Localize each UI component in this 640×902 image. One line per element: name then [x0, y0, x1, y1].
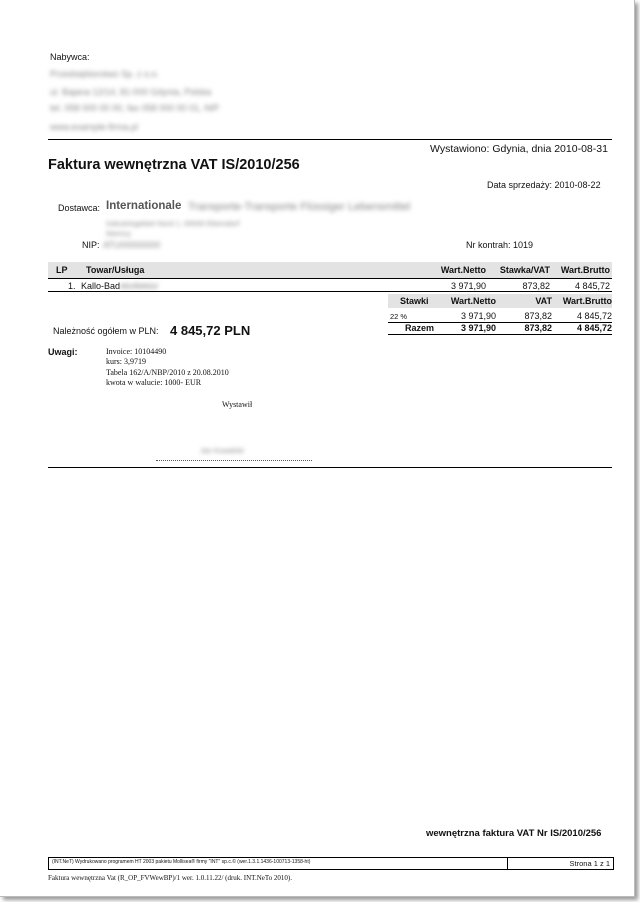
- buyer-name: Przedsiębiorstwo Sp. z o.o.: [50, 69, 160, 79]
- summary-rate: 22 %: [390, 312, 408, 321]
- row-brutto: 4 845,72: [574, 281, 610, 291]
- note-line: kwota w walucie: 1000- EUR: [106, 378, 202, 388]
- items-col-netto: Wart.Netto: [440, 265, 486, 275]
- notes-label: Uwagi:: [48, 347, 78, 357]
- items-col-vat: Stawka/VAT: [499, 265, 550, 275]
- supplier-name-rest: Transporte-Transporte Flüssiger Lebensmittel: [188, 201, 411, 213]
- supplier-address-2: Niemcy: [106, 229, 132, 238]
- row-netto: 3 971,90: [450, 281, 486, 291]
- items-col-lp: LP: [56, 265, 68, 275]
- row-vat: 873,82: [522, 281, 550, 291]
- issue-place-date: Wystawiono: Gdynia, dnia 2010-08-31: [430, 143, 608, 155]
- contractor-number: Nr kontrah: 1019: [466, 240, 534, 250]
- footer-doc-ref: wewnętrzna faktura VAT Nr IS/2010/256: [426, 828, 602, 839]
- summary-vat: 873,82: [524, 311, 552, 321]
- summary-total-netto: 3 971,90: [460, 323, 496, 333]
- footer-page: Strona 1 z 1: [569, 859, 610, 868]
- issuer-name: Jan Kowalski: [200, 446, 244, 455]
- summary-total-label: Razem: [405, 323, 435, 333]
- summary-total-vat: 873,82: [524, 323, 552, 333]
- note-line: kurs: 3,9719: [106, 357, 146, 367]
- buyer-address-2: tel. 058 000 00 00, fax 058 000 00 01, NIP: [50, 103, 220, 113]
- supplier-address-1: Industriegebiet Nord 1, 00000 Ebersdorf: [106, 219, 240, 228]
- signature-line: [156, 460, 312, 461]
- sale-date: Data sprzedaży: 2010-08-22: [487, 180, 601, 190]
- header-rule: [48, 139, 612, 140]
- supplier-label: Dostawca:: [58, 203, 101, 213]
- amount-due-value: 4 845,72 PLN: [170, 323, 251, 338]
- row-lp: 1.: [68, 281, 76, 291]
- supplier-name: Internationale: [106, 200, 182, 212]
- items-col-brutto: Wart.Brutto: [560, 265, 610, 275]
- summary-col-vat: VAT: [535, 296, 552, 306]
- footer-print-info: Faktura wewnętrzna Vat (R_OP_FVWewBP)/1 wer. 1.0.11.22/ (druk. INT.NeTo 2010).: [48, 874, 292, 882]
- summary-col-netto: Wart.Netto: [450, 296, 496, 306]
- invoice-title: Faktura wewnętrzna VAT IS/2010/256: [48, 157, 300, 173]
- footer-page-box: [507, 857, 614, 870]
- body-end-rule: [48, 467, 612, 468]
- note-line: Invoice: 10104490: [106, 347, 167, 356]
- buyer-address-1: ul. Bajana 12/14, 81-000 Gdynia, Polska: [50, 87, 212, 97]
- amount-due-label: Należność ogółem w PLN:: [53, 326, 159, 336]
- summary-total-brutto: 4 845,72: [576, 323, 612, 333]
- buyer-label: Nabywca:: [50, 52, 90, 62]
- footer-program-box: [48, 857, 508, 870]
- buyer-address-3: www.example-firma.pl: [50, 122, 139, 132]
- nip-label: NIP:: [82, 240, 100, 250]
- notes-lines: [106, 347, 229, 389]
- summary-col-brutto: Wart.Brutto: [562, 296, 612, 306]
- summary-col-rate: Stawki: [400, 296, 429, 306]
- items-col-name: Towar/Usługa: [86, 265, 145, 275]
- footer-program-note: (INT.NeT) Wydrukowano programem HT 2003 pakietu Mollisea® firmy "INT" sp.c.© (wer.1.3.1.1436-100713-1358-ht): [52, 859, 311, 865]
- row-name: Kallo-Bad: [81, 281, 121, 291]
- nip-value: ATU00000000: [103, 240, 161, 250]
- summary-netto: 3 971,90: [460, 311, 496, 321]
- row-name-hidden: ekollektor: [120, 281, 159, 291]
- issuer-label: Wystawił: [222, 400, 253, 409]
- note-line: Tabela 162/A/NBP/2010 z 20.08.2010: [106, 367, 229, 377]
- summary-brutto: 4 845,72: [576, 311, 612, 321]
